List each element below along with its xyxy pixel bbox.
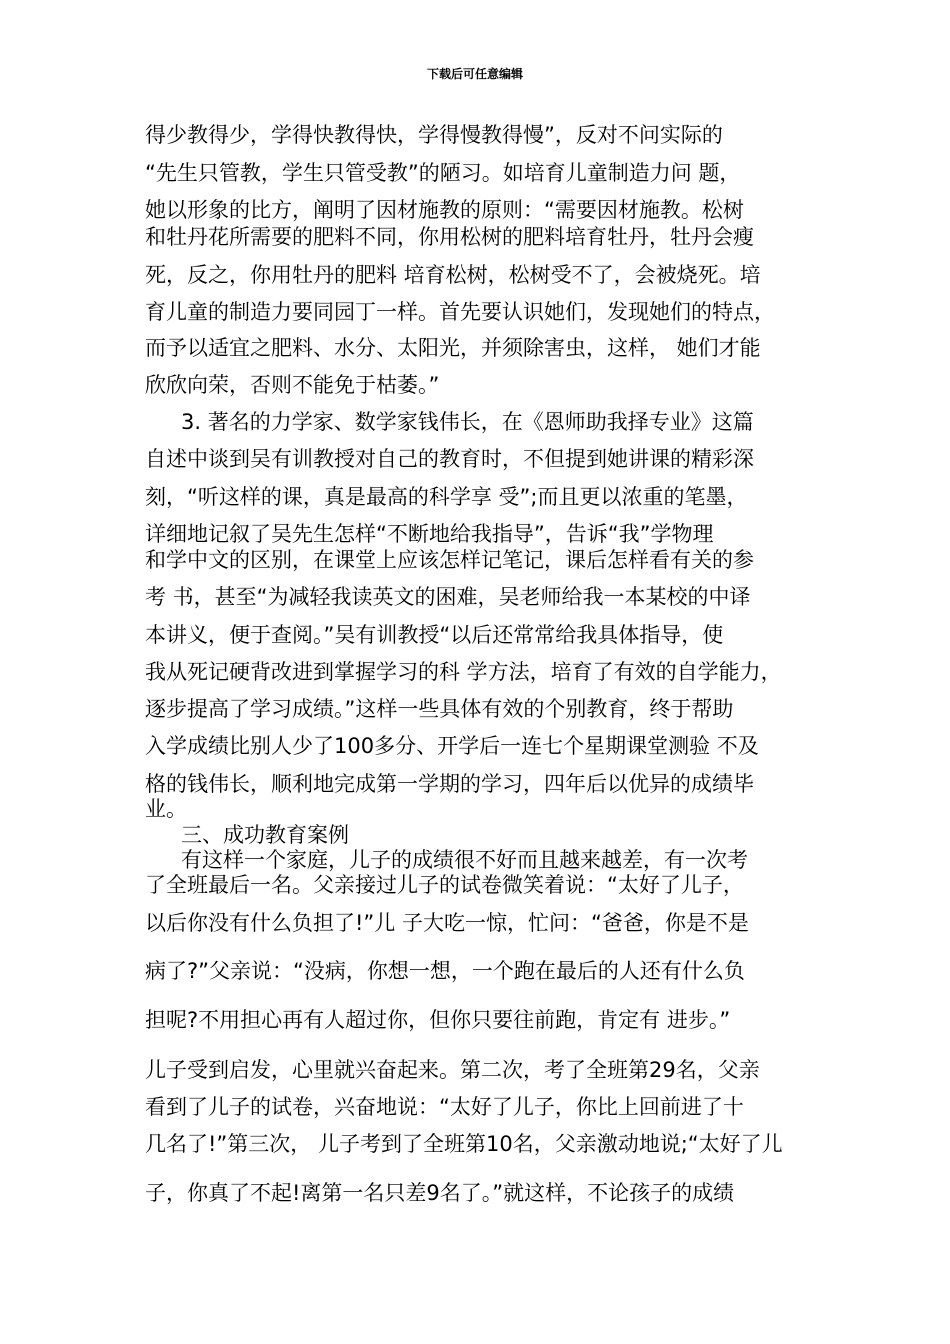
text-line: 3. 著名的力学家、数学家钱伟长，在《恩师助我择专业》这篇 [181, 410, 754, 434]
text-line: 详细地记叙了吴先生怎样“不断地给我指导”，告诉“我”学物理 [145, 522, 714, 546]
text-line: 和牡丹花所需要的肥料不同，你用松树的肥料培育牡丹，牡丹会瘦 [145, 225, 754, 249]
text-line: 而予以适宜之肥料、水分、太阳光，并须除害虫，这样， 她们才能 [145, 336, 761, 360]
text-line: 入学成绩比别人少了100多分、开学后一连七个星期课堂测验 不及 [145, 734, 759, 758]
text-line: 儿子受到启发，心里就兴奋起来。第二次，考了全班第29名，父亲 [145, 1058, 760, 1082]
text-line: 考 书，甚至“为减轻我读英文的困难，吴老师给我一本某校的中译 [145, 585, 751, 609]
text-line: 死，反之，你用牡丹的肥料 培育松树，松树受不了，会被烧死。培 [145, 263, 761, 287]
text-line: 她以形象的比方，阐明了因材施教的原则：“需要因材施教。松树 [145, 198, 744, 222]
page-header: 下载后可任意编辑 [426, 67, 523, 81]
text-line: 病了?”父亲说：“没病，你想一想，一个跑在最后的人还有什么负 [145, 959, 745, 983]
text-line: 业。 [145, 797, 187, 821]
text-line: 格的钱伟长，顺利地完成第一学期的学习，四年后以优异的成绩毕 [145, 772, 754, 796]
text-line: 了全班最后一名。父亲接过儿子的试卷微笑着说：“太好了儿子， [145, 873, 744, 897]
text-line: 欣欣向荣，否则不能免于枯萎。” [145, 373, 440, 397]
text-line: 担呢?不用担心再有人超过你，但你只要往前跑，肯定有 进步。” [145, 1008, 731, 1032]
section-heading: 三、成功教育案例 [181, 823, 349, 847]
text-line: 得少教得少，学得快教得快，学得慢教得慢”，反对不问实际的 [145, 123, 723, 147]
text-line: 逐步提高了学习成绩。”这样一些具体有效的个别教育，终于帮助 [145, 697, 734, 721]
text-line: 几名了!”第三次， 儿子考到了全班第10名，父亲激动地说;“太好了儿 [145, 1132, 783, 1156]
text-line: 和学中文的区别，在课堂上应该怎样记笔记，课后怎样看有关的参 [145, 548, 754, 572]
text-line: 以后你没有什么负担了!”儿 子大吃一惊，忙问：“爸爸，你是不是 [145, 911, 749, 935]
text-line: 自述中谈到吴有训教授对自己的教育时，不但提到她讲课的精彩深 [145, 447, 754, 471]
text-line: 看到了儿子的试卷，兴奋地说：“太好了儿子，你比上回前进了十 [145, 1095, 744, 1119]
text-line: 子，你真了不起!离第一名只差9名了。”就这样，不论孩子的成绩 [145, 1181, 735, 1205]
text-line: 刻，“听这样的课，真是最高的科学享 受”;而且更以浓重的笔墨， [145, 485, 748, 509]
text-line: 育儿童的制造力要同园丁一样。首先要认识她们，发现她们的特点， [145, 300, 775, 324]
text-line: 有这样一个家庭，儿子的成绩很不好而且越来越差，有一次考 [181, 848, 748, 872]
text-line: “先生只管教，学生只管受教”的陋习。如培育儿童制造力问 题， [145, 161, 741, 185]
text-line: 我从死记硬背改进到掌握学习的科 学方法，培育了有效的自学能力， [145, 660, 782, 684]
text-line: 本讲义，便于查阅。”吴有训教授“以后还常常给我具体指导，使 [145, 623, 724, 647]
